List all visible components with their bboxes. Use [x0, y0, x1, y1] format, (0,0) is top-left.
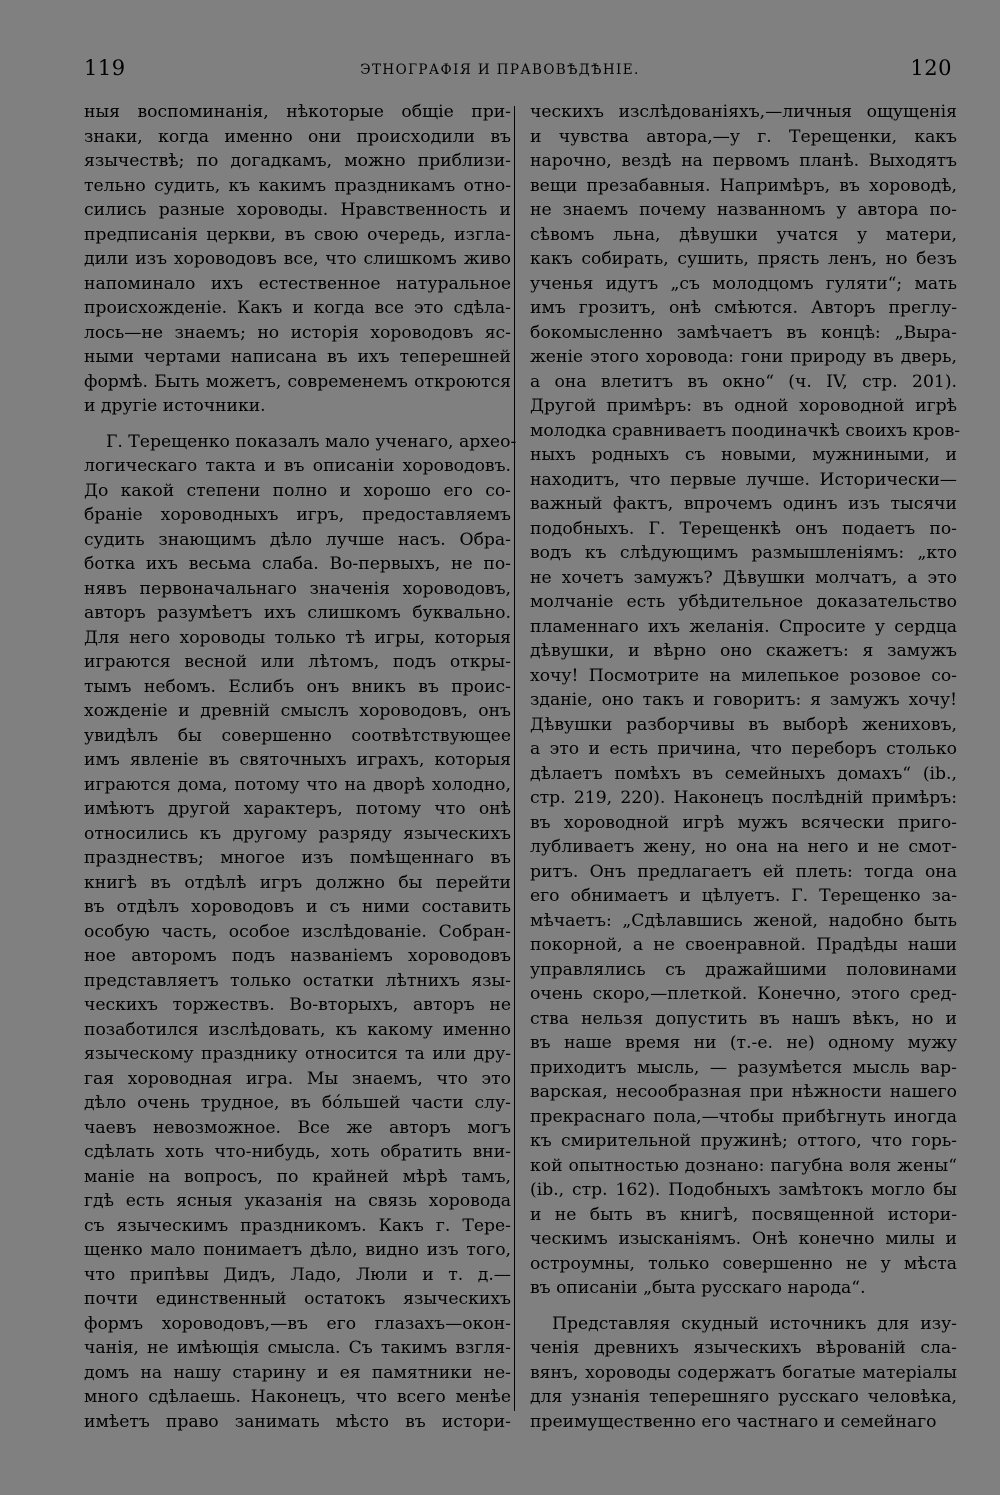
text-line: очень скоро,—плеткой. Конечно, этого сред- [530, 984, 957, 1004]
text-line: зданіе, оно такъ и говоритъ: я замужъ хочу! [530, 690, 957, 710]
text-line: тельно судить, къ какимъ праздникамъ отно- [84, 175, 511, 196]
text-line: Для него хороводы только тѣ игры, которыя [84, 627, 511, 648]
text-line: гдѣ есть ясныя указанія на связь хоровода [84, 1191, 511, 1211]
text-line: языческому празднику относится та или дру- [84, 1044, 511, 1064]
text-line: ритъ. Онъ предлагаетъ ей плеть: тогда она [530, 861, 957, 882]
text-line: браніе хороводныхъ игръ, предоставляемъ [84, 505, 511, 525]
text-line: пламеннаго ихъ желанія. Спросите у сердца [530, 616, 957, 637]
text-line: Дѣвушки разборчивы въ выборѣ жениховъ, [530, 714, 957, 735]
text-line: предписанія церкви, въ свою очередь, изгла- [84, 224, 511, 245]
text-line: язычествѣ; по догадкамъ, можно приблизи- [84, 151, 511, 171]
text-line: ческимъ изысканіямъ. Онѣ конечно милы и [530, 1229, 957, 1249]
running-head: ЭТНОГРАФІЯ И ПРАВОВѢДѢНІЕ. [360, 62, 640, 78]
text-line: имъ грозитъ, онѣ смѣются. Авторъ преглу- [530, 298, 957, 318]
text-line: книгѣ въ отдѣлѣ игръ должно бы перейти [84, 872, 511, 893]
text-line: празднествъ; многое изъ помѣщеннаго въ [84, 848, 511, 868]
text-line: мѣчаетъ: „Сдѣлавшись женой, надобно быть [530, 910, 957, 931]
text-line: До какой степени полно и хорошо его со- [84, 480, 511, 501]
text-line: и другіе источники. [84, 396, 266, 416]
text-line: Другой примѣръ: въ одной хороводной игрѣ [530, 396, 957, 416]
text-line: маніе на вопросъ, по крайней мѣрѣ тамъ, [84, 1166, 511, 1187]
text-line: судить знающимъ дѣло лучше насъ. Обра- [84, 529, 511, 550]
text-line: Представляя скудный источникъ для изу- [552, 1313, 957, 1334]
text-line: позаботился изслѣдовать, къ какому именно [84, 1019, 511, 1040]
text-line: гая хороводная игра. Мы знаемъ, что это [84, 1068, 511, 1089]
text-line: ческихъ изслѣдованіяхъ,—личныя ощущенія [530, 102, 957, 122]
text-line: въ хороводной игрѣ мужъ всячески приго- [530, 812, 957, 833]
text-line: Г. Терещенко показалъ мало ученаго, археo- [106, 431, 517, 452]
text-line: представляетъ только остатки лѣтнихъ язы- [84, 970, 511, 991]
paragraph [84, 100, 511, 419]
column-divider [514, 106, 515, 1411]
text-line: приходитъ мысль, — разумѣется мысль вар- [530, 1057, 957, 1078]
text-line: вянъ, хороводы содержатъ богатые матеріалы [530, 1362, 957, 1383]
text-line: ныя воспоминанія, нѣкоторые общіе при- [84, 102, 511, 122]
text-line: домъ на нашу старину и ея памятники не- [84, 1362, 511, 1383]
text-line: особую часть, особое изслѣдованіе. Собран- [84, 921, 511, 942]
text-line: играются весной или лѣтомъ, подъ откры- [84, 652, 511, 672]
text-line: чаевъ невозможное. Все же авторъ могъ [84, 1117, 511, 1138]
text-line: сились разные хороводы. Нравственность и [84, 200, 511, 220]
page-number-left: 119 [84, 56, 126, 80]
text-line: знаки, когда именно они происходили въ [84, 126, 511, 147]
text-line: варская, несообразная при нѣжности нашего [530, 1082, 957, 1102]
text-line: а это и есть причина, что переборъ столько [530, 739, 957, 759]
text-line: хочу! Посмотрите на милепькое розовое со- [530, 665, 957, 686]
text-line: не хочетъ замужъ? Дѣвушки молчатъ, а это [530, 567, 957, 588]
paragraph [530, 1312, 957, 1435]
text-line: молодка сравниваетъ поодиначкѣ своихъ кров- [530, 420, 961, 441]
text-line: кой опытностью дознано: пагубна воля жены“ [530, 1155, 957, 1176]
text-line: дѣло очень трудное, въ бóльшей части слу- [84, 1093, 511, 1113]
text-line: имѣютъ другой характеръ, потому что онѣ [84, 799, 511, 819]
paragraph [84, 430, 517, 1435]
text-line: къ смирительной пружинѣ; оттого, что горь- [530, 1131, 957, 1151]
paragraph [530, 100, 961, 1301]
text-line: формѣ. Быть можетъ, современемъ откроются [84, 371, 511, 392]
text-line: въ описаніи „быта русскаго народа“. [530, 1278, 866, 1298]
text-line: молчаніе есть убѣдительное доказательство [530, 592, 957, 612]
text-line: почти единственный остатокъ языческихъ [84, 1289, 511, 1309]
text-line: лубливаетъ жену, но она на него и не смот- [530, 837, 957, 857]
text-line: управлялись съ дражайшими половинами [530, 959, 957, 980]
text-line: прекраснаго пола,—чтобы прибѣгнуть иногда [530, 1106, 957, 1127]
text-line: ныхъ родныхъ съ новыми, мужниными, и [530, 445, 957, 465]
text-line: происхожденіе. Какъ и когда все это сдѣла- [84, 298, 511, 318]
text-line: имъ явленіе въ святочныхъ играхъ, которыя [84, 750, 511, 770]
text-line: много сдѣлаешь. Наконецъ, что всего менѣе [84, 1387, 511, 1407]
text-line: остроумны, только совершенно не у мѣста [530, 1253, 957, 1274]
text-line: женіе этого хоровода: гони природу въ дверь, [530, 347, 957, 367]
text-line: его обнимаетъ и цѣлуетъ. Г. Терещенко за- [530, 886, 957, 906]
text-line: авторъ разумѣетъ ихъ слишкомъ буквально. [84, 603, 511, 623]
text-line: нявъ первоначальнаго значенія хороводовъ, [84, 578, 511, 599]
text-line: бокомысленно замѣчаетъ въ концѣ: „Выра- [530, 322, 957, 343]
text-line: въ наше время ни (т.-е. не) одному мужу [530, 1033, 957, 1053]
text-line: формъ хороводовъ,—въ его глазахъ—окон- [84, 1313, 511, 1334]
page-number-right: 120 [910, 56, 952, 80]
text-line: напоминало ихъ естественное натуральное [84, 273, 511, 294]
text-line: (ib., стр. 162). Подобныхъ замѣтокъ могло бы [530, 1180, 957, 1200]
text-line: водъ къ слѣдующимъ размышленіямъ: „кто [530, 543, 957, 563]
text-line: нарочно, вездѣ на первомъ планѣ. Выходятъ [530, 151, 957, 171]
right-column [530, 100, 961, 1434]
text-line: относились къ другому разряду языческихъ [84, 823, 511, 844]
text-line: хожденіе и древній смыслъ хороводовъ, онъ [84, 701, 511, 721]
left-column [84, 100, 517, 1434]
text-line: ства нельзя допустить въ нашъ вѣкъ, но и [530, 1008, 957, 1029]
text-line: дили изъ хороводовъ все, что слишкомъ живо [84, 249, 511, 269]
text-line: играются дома, потому что на дворѣ холодно, [84, 774, 511, 795]
text-line: стр. 219, 220). Наконецъ послѣдній примѣръ: [530, 788, 957, 808]
text-line: ученья идутъ „съ молодцомъ гуляти“; мать [530, 273, 957, 294]
text-line: въ отдѣлъ хороводовъ и съ ними составить [84, 897, 511, 917]
text-line: логическаго такта и въ описаніи хороводовъ. [84, 456, 511, 476]
text-line: преимущественно его частнаго и семейнаго [530, 1411, 937, 1432]
text-line: покорной, а не своенравной. Прадѣды наши [530, 935, 957, 955]
text-line: съ языческимъ праздникомъ. Какъ г. Tере- [84, 1215, 511, 1236]
text-line: ческихъ торжествъ. Во-вторыхъ, авторъ не [84, 995, 511, 1015]
text-line: увидѣлъ бы совершенно соотвѣтствующее [84, 725, 511, 746]
text-line: ными чертами написана въ ихъ теперешней [84, 347, 511, 367]
paragraph-gap [84, 419, 511, 430]
text-line: а она влетитъ въ окно“ (ч. IV, стр. 201). [530, 371, 957, 392]
text-line: лось—не знаемъ; но исторія хороводовъ яс- [84, 322, 511, 343]
text-line: дѣлаетъ помѣхъ въ семейныхъ домахъ“ (ib., [530, 763, 957, 784]
text-line: сдѣлать хоть что-нибудь, хоть обратить вни- [84, 1142, 511, 1162]
text-line: ботка ихъ весьма слаба. Во-первыхъ, не по- [84, 554, 511, 574]
text-line: важный фактъ, впрочемъ одинъ изъ тысячи [530, 494, 957, 514]
text-line: подобныхъ. Г. Терещенкѣ онъ подаетъ по- [530, 518, 957, 539]
text-line: и не быть въ книгѣ, посвященной истори- [530, 1204, 957, 1225]
text-line: для узнанія теперешняго русскаго человѣка, [530, 1387, 957, 1407]
text-line: дѣвушки, и вѣрно оно скажетъ: я замужъ [530, 641, 957, 661]
text-line: не знаемъ почему названномъ у автора по- [530, 200, 957, 220]
text-line: ченія древнихъ языческихъ вѣрованій сла- [530, 1338, 957, 1358]
text-line: тымъ небомъ. Еслибъ онъ вникъ въ проис- [84, 676, 511, 697]
text-line: ное авторомъ подъ названіемъ хороводовъ [84, 946, 511, 966]
text-line: находитъ, что первые лучше. Исторически— [530, 469, 957, 490]
paragraph-gap [530, 1301, 957, 1312]
text-line: какъ собирать, сушить, прясть ленъ, но безъ [530, 249, 957, 269]
text-line: вещи презабавныя. Напримѣръ, въ хороводѣ, [530, 175, 957, 196]
text-line: имѣетъ право занимать мѣсто въ истори- [84, 1411, 511, 1432]
text-line: щенко мало понимаетъ дѣло, видно изъ того, [84, 1240, 511, 1260]
text-line: сѣвомъ льна, дѣвушки учатся у матери, [530, 224, 957, 245]
text-line: что припѣвы Дидъ, Ладо, Люли и т. д.— [84, 1264, 511, 1285]
text-line: и чувства автора,—у г. Терещенки, какъ [530, 126, 957, 147]
text-line: чанія, не имѣющія смысла. Съ такимъ взгля- [84, 1338, 511, 1358]
